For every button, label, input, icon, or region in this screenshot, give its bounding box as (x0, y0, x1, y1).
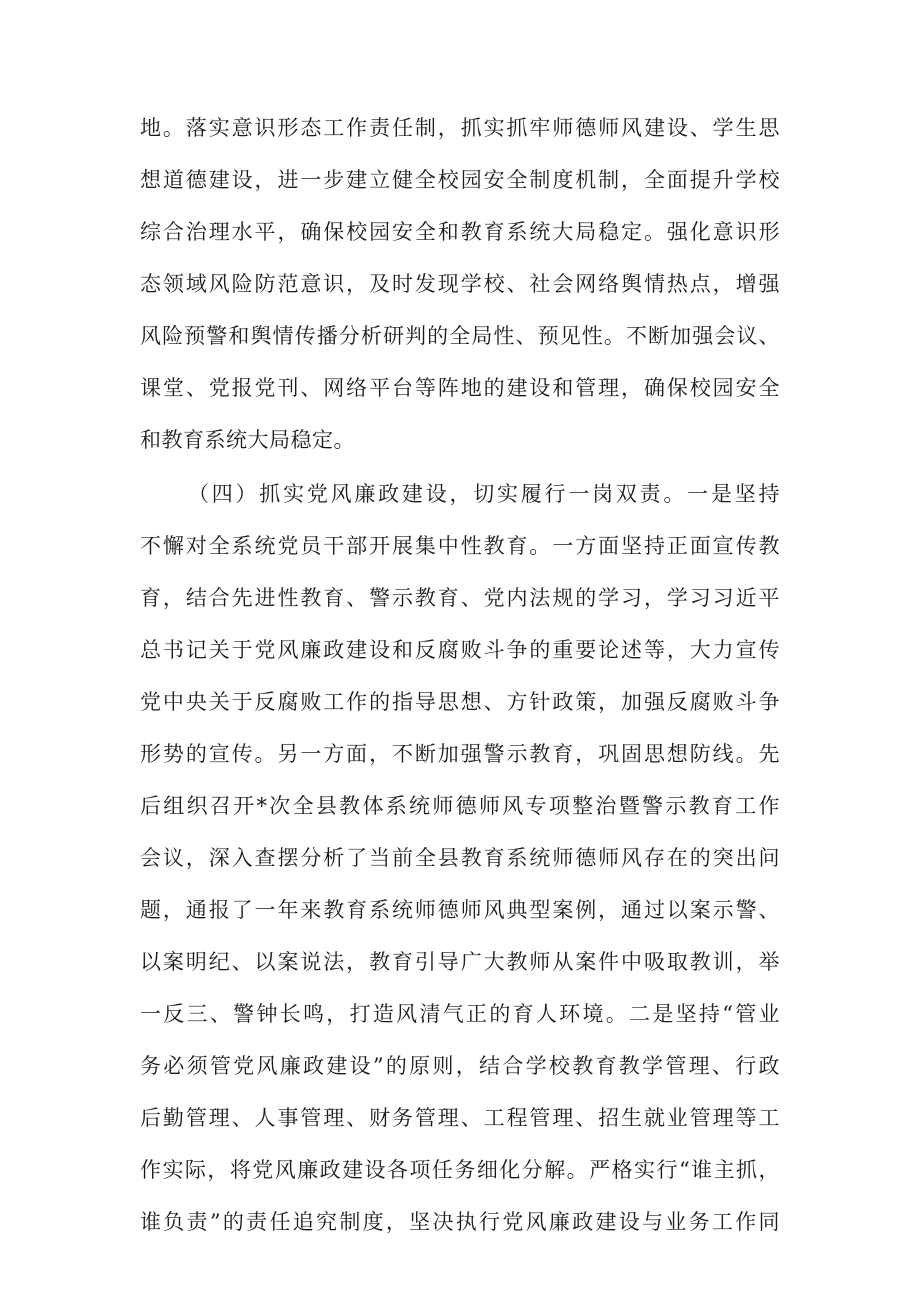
paragraph-2-line-5: 党中央关于反腐败工作的指导思想、方针政策，加强反腐败斗争 (140, 690, 780, 714)
paragraph-2-line-10: 以案明纪、以案说法，教育引导广大教师从案件中吸取教训，举 (140, 950, 780, 974)
paragraph-2-line-4: 总书记关于党风廉政建设和反腐败斗争的重要论述等，大力宣传 (140, 638, 780, 662)
paragraph-2-line-1: （四）抓实党风廉政建设，切实履行一岗双责。一是坚持 (188, 482, 780, 506)
paragraph-2-line-7: 后组织召开*次全县教体系统师德师风专项整治暨警示教育工作 (140, 794, 780, 818)
paragraph-1-line-5: 风险预警和舆情传播分析研判的全局性、预见性。不断加强会议、 (140, 324, 780, 348)
paragraph-1-line-7: 和教育系统大局稳定。 (140, 428, 355, 452)
paragraph-1-line-3: 综合治理水平，确保校园安全和教育系统大局稳定。强化意识形 (140, 220, 780, 244)
paragraph-1-line-6: 课堂、党报党刊、网络平台等阵地的建设和管理，确保校园安全 (140, 376, 780, 400)
paragraph-2-line-13: 后勤管理、人事管理、财务管理、工程管理、招生就业管理等工 (140, 1106, 780, 1130)
paragraph-1-line-2: 想道德建设，进一步建立健全校园安全制度机制，全面提升学校 (140, 168, 780, 192)
paragraph-2-line-14: 作实际，将党风廉政建设各项任务细化分解。严格实行“谁主抓， (140, 1158, 780, 1182)
paragraph-2-line-2: 不懈对全系统党员干部开展集中性教育。一方面坚持正面宣传教 (140, 534, 780, 558)
paragraph-1-line-4: 态领域风险防范意识，及时发现学校、社会网络舆情热点，增强 (140, 272, 780, 296)
paragraph-2-line-12: 务必须管党风廉政建设”的原则，结合学校教育教学管理、行政 (140, 1054, 780, 1078)
paragraph-2-line-6: 形势的宣传。另一方面，不断加强警示教育，巩固思想防线。先 (140, 742, 780, 766)
paragraph-1-line-1: 地。落实意识形态工作责任制，抓实抓牢师德师风建设、学生思 (140, 116, 780, 140)
paragraph-2-line-9: 题，通报了一年来教育系统师德师风典型案例，通过以案示警、 (140, 898, 780, 922)
paragraph-2-line-3: 育，结合先进性教育、警示教育、党内法规的学习，学习习近平 (140, 586, 780, 610)
paragraph-2-line-8: 会议，深入查摆分析了当前全县教育系统师德师风存在的突出问 (140, 846, 780, 870)
paragraph-2-line-15: 谁负责”的责任追究制度，坚决执行党风廉政建设与业务工作同 (140, 1210, 780, 1234)
paragraph-2-line-11: 一反三、警钟长鸣，打造风清气正的育人环境。二是坚持“管业 (140, 1002, 780, 1026)
